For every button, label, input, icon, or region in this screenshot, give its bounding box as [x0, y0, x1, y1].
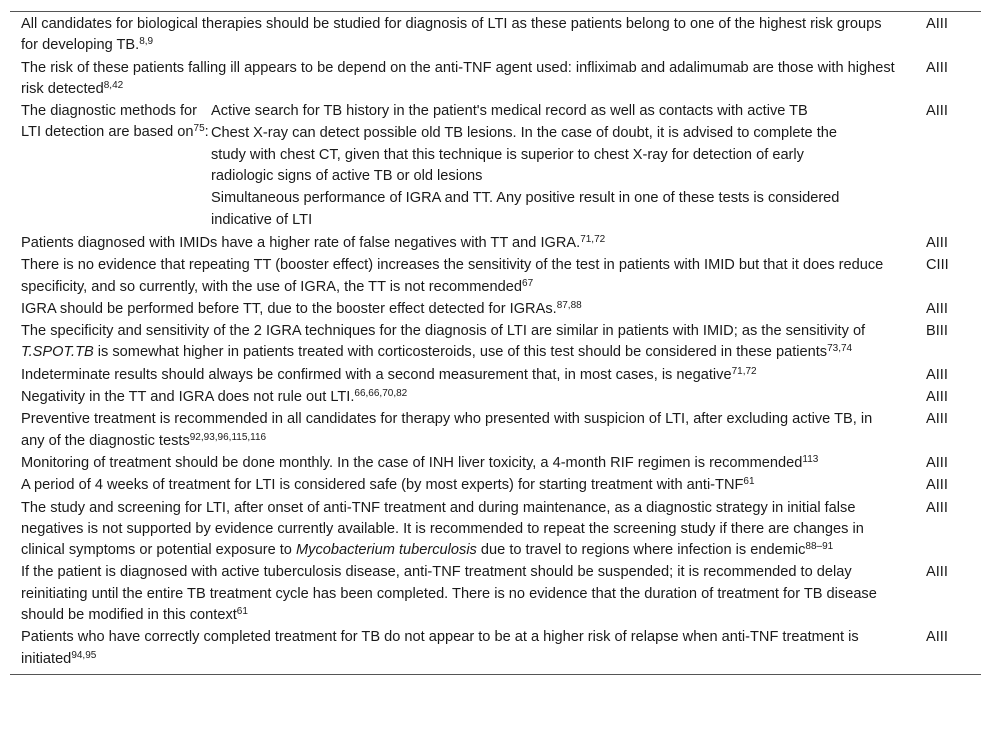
table-row: [10, 254, 981, 298]
recommendation-text: There is no evidence that repeating TT (booster effect) increases the sensitivity of the test in patients with IMID but that it does reduce specificity, and so currently, with the use of IGRA, the TT is not recommended$^{67}$: [21, 257, 884, 295]
evidence-grade: BIII: [926, 323, 948, 340]
reference: 113: [802, 453, 819, 465]
evidence-grade: AIII: [926, 59, 948, 76]
recommendation-text: Patients who have correctly completed treatment for TB do not appear to be at a higher risk of relapse when anti-TNF treatment is initiated$^{94,95}$: [21, 629, 859, 667]
table-row: [10, 452, 981, 474]
reference: 71,72: [731, 365, 757, 377]
list-item: Simultaneous performance of IGRA and TT. Any positive result in one of these tests is considered indicative of LTI: [211, 190, 840, 228]
emphasized-term: Mycobacterium tuberculosis: [295, 542, 477, 559]
diagnostic-methods-group: [21, 101, 896, 232]
table-row: [10, 57, 981, 101]
recommendation-text: A period of 4 weeks of treatment for LTI is considered safe (by most experts) for starting treatment with anti-TNF$^{61}$: [21, 476, 755, 494]
recommendation-text: [10, 100, 926, 232]
table-row: [10, 626, 981, 674]
reference: 94,95: [71, 649, 97, 661]
table-row: [10, 497, 981, 562]
list-item: Chest X-ray can detect possible old TB lesions. In the case of doubt, it is advised to complete the study with chest CT, given that this technique is superior to chest X-ray for detection of early radiologic signs of active TB or old lesions: [211, 125, 837, 185]
reference: 75: [193, 123, 205, 135]
evidence-grade: AIII: [926, 564, 948, 581]
evidence-grade: AIII: [926, 454, 948, 471]
recommendation-text: The risk of these patients falling ill appears to be depend on the anti-TNF agent used: infliximab and adalimumab are those with highest risk detected$^{8,42}$: [21, 59, 895, 97]
recommendation-text: Indeterminate results should always be confirmed with a second measurement that, in most cases, is negative$^{71,72}$: [21, 365, 757, 383]
reference: 88–91: [805, 541, 834, 553]
reference: 92,93,96,115,116: [189, 431, 267, 443]
table-row: [10, 12, 981, 57]
recommendation-text: All candidates for biological therapies should be studied for diagnosis of LTI as these patients belong to one of the highest risk groups for developing TB.$^{8,9}$: [21, 16, 882, 54]
reference: 8,9: [139, 36, 154, 48]
table-row: [10, 364, 981, 386]
reference: 73,74: [827, 343, 853, 355]
recommendation-text: Preventive treatment is recommended in all candidates for therapy who presented with suspicion of LTI, after excluding active TB, in any of the diagnostic tests$^{92,93,96,115,116}$: [21, 411, 873, 449]
table-row: [10, 100, 981, 232]
reference: 66,66,70,82: [354, 388, 408, 400]
reference: 71,72: [580, 233, 606, 245]
reference: 87,88: [556, 299, 582, 311]
recommendations-table: [10, 11, 981, 675]
evidence-grade: AIII: [926, 103, 948, 120]
reference: 61: [743, 476, 755, 488]
list-item: Active search for TB history in the patient's medical record as well as contacts with active TB: [211, 103, 808, 120]
evidence-grade: AIII: [926, 477, 948, 494]
evidence-grade: AIII: [926, 629, 948, 646]
recommendation-text: IGRA should be performed before TT, due to the booster effect detected for IGRAs.$^{87,88}$: [21, 299, 582, 317]
recommendation-text: The study and screening for LTI, after onset of anti-TNF treatment and during maintenance, as a diagnostic strategy in initial false negatives is not supported by evidence currently available. It is recommended to repeat the screening study if there are changes in clinical symptoms or potential exposure to Mycobacterium tuberculosis due to travel to regions where infection is endemic$^{88-91}$: [21, 499, 864, 559]
evidence-grade: AIII: [926, 300, 948, 317]
recommendation-text: Monitoring of treatment should be done monthly. In the case of INH liver toxicity, a 4-month RIF regimen is recommended$^{113}$: [21, 453, 819, 471]
evidence-grade: AIII: [926, 389, 948, 406]
evidence-grade: AIII: [926, 16, 948, 32]
group-lead: The diagnostic methods for LTI detection are based $on^{75}$:: [21, 103, 209, 141]
recommendation-text: Negativity in the TT and IGRA does not rule out LTI.$^{66,66,70,82}$: [21, 388, 408, 406]
recommendation-text: Patients diagnosed with IMIDs have a higher rate of false negatives with TT and IGRA.$^{71,72}$: [21, 233, 606, 251]
evidence-grade: AIII: [926, 234, 948, 251]
recommendation-text: If the patient is diagnosed with active tuberculosis disease, anti-TNF treatment should be suspended; it is recommended to delay reinitiating until the entire TB treatment cycle has been completed. There is no evidence that the duration of treatment for TB disease should be modified in this context$^{61}$: [21, 564, 877, 624]
table-row: [10, 386, 981, 408]
evidence-grade: AIII: [926, 366, 948, 383]
emphasized-term: T.SPOT.TB: [21, 344, 94, 361]
table-row: [10, 320, 981, 364]
evidence-grade: AIII: [926, 499, 948, 516]
evidence-grade: AIII: [926, 411, 948, 428]
reference: 67: [522, 277, 534, 289]
reference: 61: [236, 606, 248, 618]
group-items: [211, 101, 896, 232]
evidence-grade: CIII: [926, 257, 949, 274]
table-row: [10, 232, 981, 254]
table-row: [10, 561, 981, 626]
table-row: [10, 474, 981, 496]
table-row: [10, 298, 981, 320]
reference: 8,42: [103, 79, 124, 91]
table-row: [10, 408, 981, 452]
recommendation-text: The specificity and sensitivity of the 2 IGRA techniques for the diagnosis of LTI are similar in patients with IMID; as the sensitivity of T.SPOT.TB is somewhat higher in patients treated with corticosteroids, use of this test should be considered in these patients$^{73,74}$: [21, 323, 866, 361]
